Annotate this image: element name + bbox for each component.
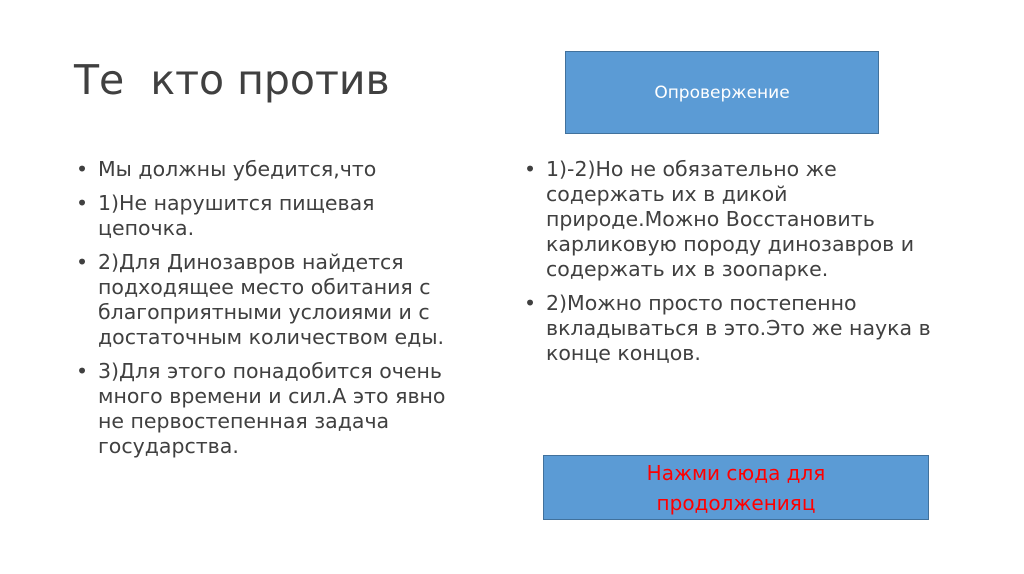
refutation-box [565,51,879,134]
continue-button-label: Нажми сюда для продолженияц [646,460,826,515]
continue-button[interactable] [543,455,929,520]
list-item [76,250,476,350]
bullet-icon: • [76,157,89,181]
refutation-label: Опровержение [654,82,790,103]
list-item-text: 2)Для Динозавров найдется подходящее место обитания с благоприятными услоиями и с достаточным количеством еды. [98,250,445,349]
list-item [524,291,944,366]
list-item [524,157,944,282]
list-item-text: 1)Не нарушится пищевая цепочка. [98,191,375,240]
bullet-icon: • [524,291,537,315]
bullet-icon: • [76,250,89,274]
left-bullet-list [76,157,476,468]
bullet-icon: • [524,157,537,181]
list-item [76,157,476,182]
slide-title: Те кто против [74,56,390,104]
bullet-icon: • [76,191,89,215]
right-bullet-list [524,157,944,375]
list-item-text: 3)Для этого понадобится очень много времени и сил.А это явно не первостепенная задача государства. [98,359,446,458]
bullet-icon: • [76,359,89,383]
list-item-text: 1)-2)Но не обязательно же содержать их в дикой природе.Можно Восстановить карликовую породу динозавров и содержать их в зоопарке. [546,157,915,281]
list-item [76,359,476,459]
list-item-text: 2)Можно просто постепенно вкладываться в это.Это же наука в конце концов. [546,291,931,365]
list-item-text: Мы должны убедится,что [98,157,377,181]
list-item [76,191,476,241]
